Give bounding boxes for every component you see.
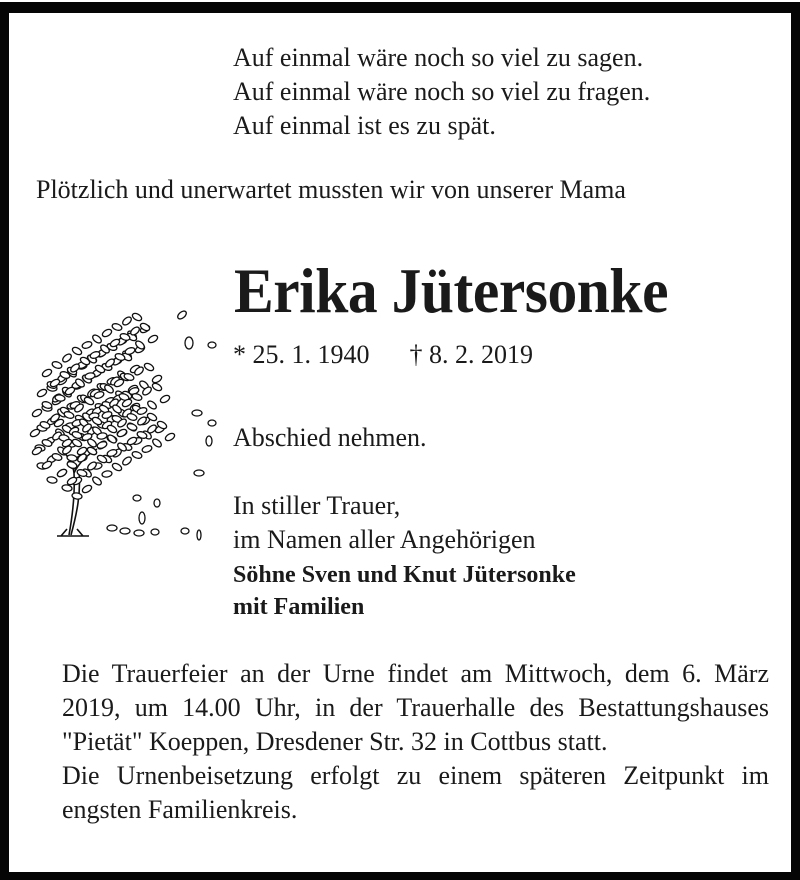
- poem-line: Auf einmal wäre noch so viel zu sagen.: [233, 43, 644, 72]
- poem: [233, 41, 650, 143]
- mourning-line: In stiller Trauer,: [233, 491, 401, 520]
- mourning-text: [233, 489, 536, 557]
- intro-text: Plötzlich und unerwartet mussten wir von unserer Mama: [36, 175, 626, 204]
- mourning-line: im Namen aller Angehörigen: [233, 525, 536, 554]
- signer-line: mit Familien: [233, 594, 365, 620]
- farewell-text: Abschied nehmen.: [233, 423, 427, 452]
- death-date: † 8. 2. 2019: [409, 340, 533, 369]
- service-info: [62, 657, 769, 827]
- life-dates: [233, 338, 533, 372]
- obituary-notice: [9, 13, 791, 872]
- signers: [233, 559, 576, 623]
- birth-date: * 25. 1. 1940: [233, 340, 370, 369]
- funeral-details: Die Trauerfeier an der Urne findet am Mittwoch, dem 6. März 2019, um 14.00 Uhr, in der Trauerhalle des Bestattungshauses "Pietät" Koeppen, Dresdener Str. 32 in Cottbus statt.: [62, 659, 769, 756]
- poem-line: Auf einmal wäre noch so viel zu fragen.: [233, 77, 651, 106]
- obituary-border: [0, 2, 800, 880]
- poem-line: Auf einmal ist es zu spät.: [233, 111, 496, 140]
- windblown-tree-icon: [17, 303, 222, 543]
- burial-details: Die Urnenbeisetzung erfolgt zu einem späteren Zeitpunkt im engsten Familienkreis.: [62, 761, 769, 824]
- deceased-name: Erika Jütersonke: [234, 255, 669, 326]
- signer-line: Söhne Sven und Knut Jütersonke: [233, 562, 576, 588]
